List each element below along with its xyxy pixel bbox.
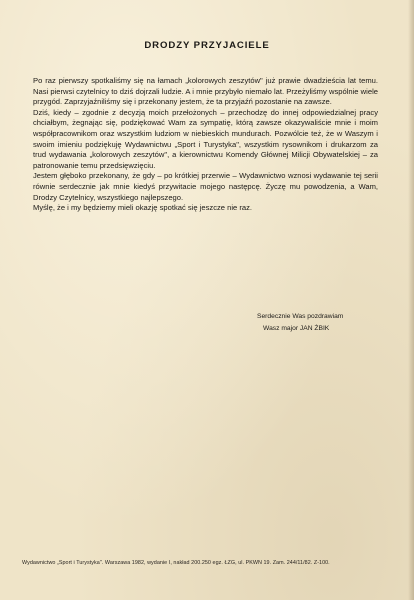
imprint-footer: Wydawnictwo „Sport i Turystyka". Warszawa 1982, wydanie I, nakład 200.250 egz. ŁZG, ul. PKWN 19. Zam. 244/11/82. Z-100. [22,560,330,566]
paragraph-1: Po raz pierwszy spotkaliśmy się na łamach „kolorowych zeszytów" już prawie dwadzieścia lat temu. Nasi pierwsi czytelnicy to dziś dojrzali ludzie. A i mnie przybyło niemało lat. Przeżyliśmy wspólnie wiele przygód. Zaprzyjaźniliśmy się i przekonany jestem, że ta przyjaźń pozostanie na zawsze. [33,76,378,107]
signature-name: Wasz major JAN ŻBIK [263,324,330,332]
paragraph-2: Dziś, kiedy – zgodnie z decyzją moich przełożonych – przechodzę do innej odpowiedzialnej pracy chciałbym, żegnając się, podziękować Wam za sympatię, którą zawsze okazywaliście mnie i moim współpracownikom oraz wszystkim ludziom w niebieskich mundurach. Pozwólcie też, że w Waszym i swoim imieniu podziękuję Wydawnictwu „Sport i Turystyka", wszystkim rysownikom i drukarzom za trud wydawania „kolorowych zeszytów", a kierownictwu Komendy Głównej Milicji Obywatelskiej – za patronowanie temu przedsięwzięciu. [33,107,378,170]
letter-body [33,76,378,214]
signature-greeting: Serdecznie Was pozdrawiam [257,313,344,320]
signature-block [257,311,397,334]
page-title: DRODZY PRZYJACIELE [144,40,270,51]
paragraph-3: Jestem głęboko przekonany, że gdy – po krótkiej przerwie – Wydawnictwo wznosi wydawanie tej serii równie serdecznie jak mnie kiedyś przywitacie mojego następcę. Życzę mu powodzenia, a Wam, Drodzy Czytelnicy, wszystkiego najlepszego. [33,171,378,202]
paragraph-4: Myślę, że i my będziemy mieli okazję spotkać się jeszcze nie raz. [33,203,253,213]
